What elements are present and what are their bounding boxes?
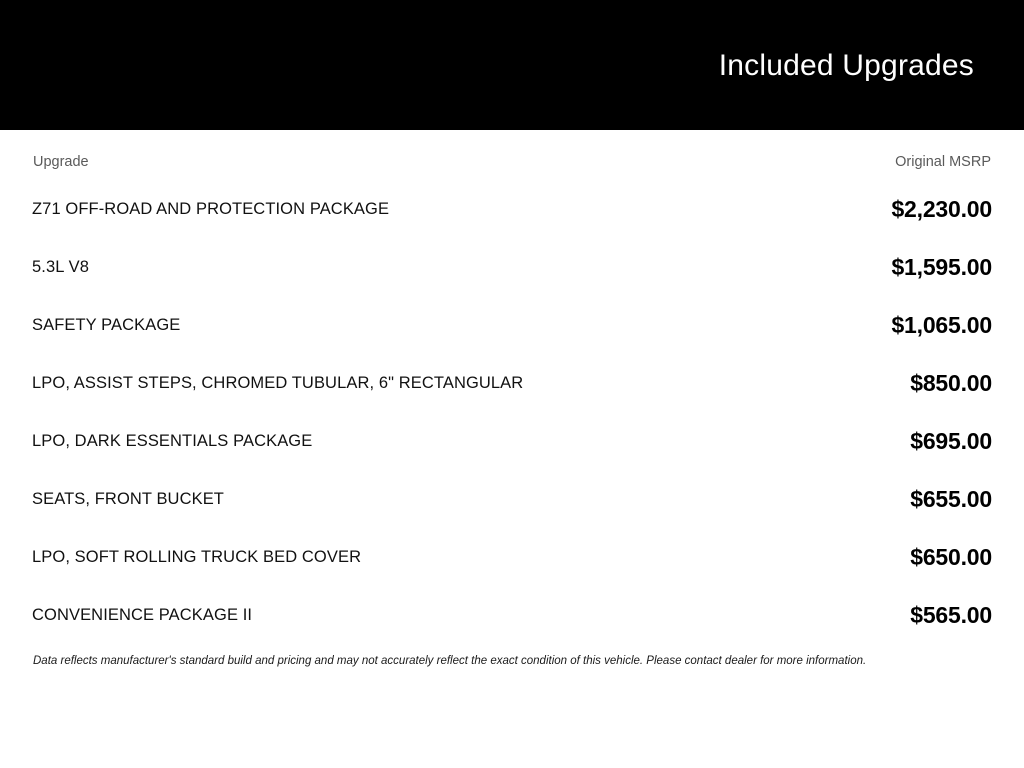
table-header-row xyxy=(32,130,992,180)
disclaimer-text: Data reflects manufacturer's standard build and pricing and may not accurately reflect the exact condition of this vehicle. Please contact dealer for more information. xyxy=(33,655,867,667)
upgrades-table xyxy=(32,130,992,644)
upgrade-price: $850.00 xyxy=(910,370,992,396)
table-body xyxy=(32,180,992,644)
upgrade-price: $695.00 xyxy=(910,428,992,454)
upgrade-price: $1,065.00 xyxy=(891,312,992,338)
upgrade-price: $655.00 xyxy=(910,486,992,512)
table-row xyxy=(32,412,992,470)
upgrade-name: SAFETY PACKAGE xyxy=(32,315,181,334)
upgrade-price: $1,595.00 xyxy=(891,254,992,280)
table-row xyxy=(32,180,992,238)
page-title: Included Upgrades xyxy=(718,48,974,82)
upgrade-price: $565.00 xyxy=(910,602,992,628)
bottom-spacer xyxy=(32,669,992,768)
table-row xyxy=(32,354,992,412)
upgrade-name: SEATS, FRONT BUCKET xyxy=(32,489,224,508)
column-header-original-msrp: Original MSRP xyxy=(895,154,991,170)
upgrades-content xyxy=(0,130,1024,768)
upgrade-name: 5.3L V8 xyxy=(32,257,89,276)
upgrade-name: LPO, ASSIST STEPS, CHROMED TUBULAR, 6" RECTANGULAR xyxy=(32,373,524,392)
upgrade-name: LPO, SOFT ROLLING TRUCK BED COVER xyxy=(32,547,362,566)
page-header xyxy=(0,0,1024,130)
upgrade-price: $2,230.00 xyxy=(891,196,992,222)
upgrade-name: LPO, DARK ESSENTIALS PACKAGE xyxy=(32,431,313,450)
table-header xyxy=(32,130,992,180)
table-row xyxy=(32,296,992,354)
upgrade-name: Z71 OFF-ROAD AND PROTECTION PACKAGE xyxy=(32,199,390,218)
table-row xyxy=(32,528,992,586)
table-row xyxy=(32,238,992,296)
upgrade-price: $650.00 xyxy=(910,544,992,570)
column-header-upgrade: Upgrade xyxy=(33,154,89,170)
table-row xyxy=(32,470,992,528)
table-row xyxy=(32,586,992,644)
upgrade-name: CONVENIENCE PACKAGE II xyxy=(32,605,253,624)
